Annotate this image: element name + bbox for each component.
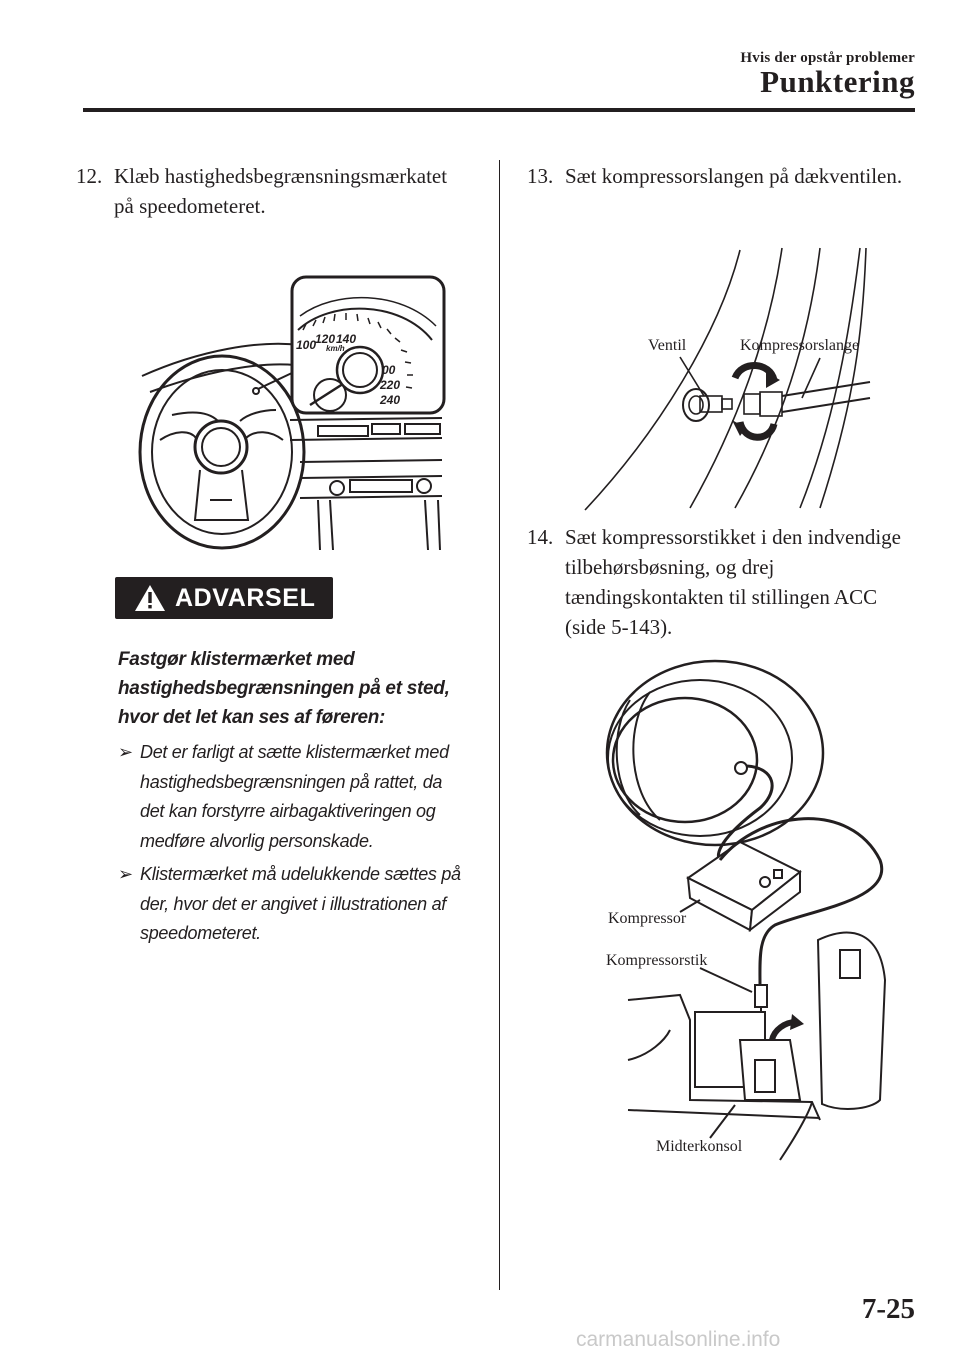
warning-item-text: Klistermærket må udelukkende sættes på der, hvor det er angivet i illustrationen af speedometeret. [140, 864, 461, 943]
warning-heading: Fastgør klistermærket med hastighedsbegrænsningen på et sted, hvor det let kan ses af føreren: [118, 649, 450, 728]
section-title: Hvis der opstår problemer [740, 50, 915, 66]
warning-item-text: Det er farligt at sætte klistermærket med hastighedsbegrænsningen på rattet, da det kan forstyrre airbagaktiveringen og medføre alvorlig personskade. [140, 742, 449, 851]
plug-label: Kompressorstik [606, 952, 708, 969]
console-label: Midterkonsol [656, 1138, 743, 1155]
tick-label: 100 [296, 338, 317, 352]
tick-label: 240 [380, 393, 401, 407]
ventil-label: Ventil [648, 337, 687, 354]
step-text: Sæt kompressorstikket i den indvendige tilbehørsbøsning, og drej tændingskontakten til stillingen ACC (side 5-143). [565, 525, 901, 639]
step-number: 14. [527, 525, 554, 549]
tick-label: 140 [336, 332, 357, 346]
unit-label: km/h [326, 344, 345, 353]
step-text: Klæb hastighedsbegrænsningsmærkatet på speedometeret. [114, 164, 448, 218]
step-text: Sæt kompressorslangen på dækventilen. [565, 164, 903, 188]
step-number: 12. [76, 164, 103, 188]
compressor-label: Kompressor [608, 910, 687, 927]
tick-label: 220 [380, 378, 401, 392]
warning-label: ADVARSEL [175, 583, 316, 612]
hose-label: Kompressorslange [740, 337, 860, 354]
page-number: 7-25 [861, 1293, 915, 1325]
tick-label: 00 [382, 363, 396, 377]
step-number: 13. [527, 164, 554, 188]
arrow-bullet-icon: ➢ [118, 864, 133, 884]
chapter-title: Punktering [760, 64, 915, 99]
insert-arrow-icon [772, 1014, 804, 1040]
tick-label: 120 [315, 332, 336, 346]
arrow-bullet-icon: ➢ [118, 742, 133, 762]
site-watermark[interactable]: carmanualsonline.info [576, 1328, 781, 1351]
